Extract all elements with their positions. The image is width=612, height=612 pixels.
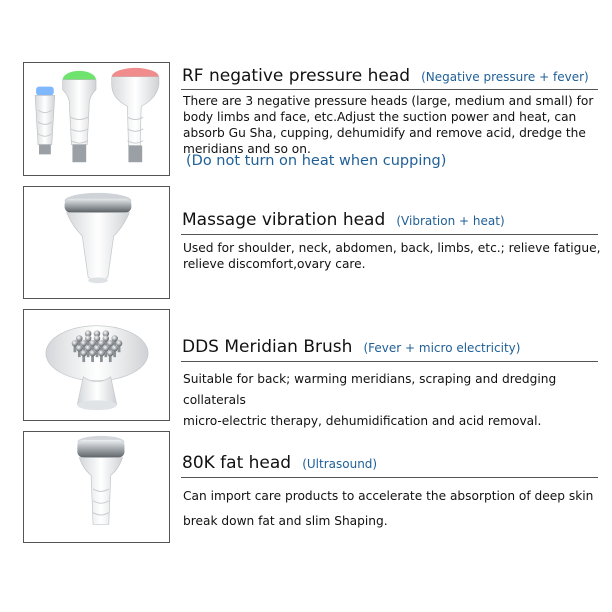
item-description: Used for shoulder, neck, abdomen, back, limbs, etc.; relieve fatigue, relieve discomfort,ovary care. — [183, 241, 601, 271]
item-title: DDS Meridian Brush — [182, 337, 353, 357]
item-title-line — [182, 210, 505, 230]
divider — [181, 477, 598, 478]
brush-pin — [85, 345, 91, 351]
description-line: Can import care products to accelerate the absorption of deep skin — [183, 489, 594, 503]
divider — [181, 234, 598, 235]
item-subtitle: (Ultrasound) — [302, 457, 378, 471]
description-line: Suitable for back; warming meridians, scraping and dredging collaterals — [183, 372, 557, 407]
item-description: There are 3 negative pressure heads (large, medium and small) for body limbs and face, etc.Adjust the suction power and heat, can absorb Gu Sha, cupping, dehumidify and remove acid, dredge the meridians and so on. — [183, 94, 594, 156]
brush-pin — [116, 340, 122, 346]
item-title-line — [182, 337, 520, 357]
item-title: Massage vibration head — [182, 210, 386, 230]
item-subtitle: (Vibration + heat) — [396, 214, 505, 228]
brush-pin — [107, 350, 113, 356]
item-subtitle: (Negative pressure + fever) — [421, 70, 589, 84]
divider — [181, 361, 598, 362]
brush-pin — [76, 345, 82, 351]
description-line: break down fat and slim Shaping. — [183, 514, 388, 528]
brush-pin — [107, 340, 113, 346]
item-title: RF negative pressure head — [182, 66, 411, 86]
item-title-line — [182, 66, 589, 86]
item-warning: (Do not turn on heat when cupping) — [186, 153, 447, 169]
vibration-head-icon — [23, 186, 170, 299]
brush-pin — [80, 350, 86, 356]
brush-pin — [89, 340, 95, 346]
brush-pin — [111, 335, 117, 341]
divider — [181, 89, 598, 90]
rf-heads-icon — [23, 62, 170, 176]
brush-pin — [103, 335, 109, 341]
brush-pin — [94, 335, 100, 341]
brush-pin — [76, 335, 82, 341]
brush-pin — [72, 340, 78, 346]
item-title: 80K fat head — [182, 453, 292, 473]
brush-pin — [111, 345, 117, 351]
brush-pin — [98, 340, 104, 346]
item-description — [183, 369, 603, 432]
brush-pin — [98, 350, 104, 356]
brush-pin — [89, 350, 95, 356]
item-title-line — [182, 453, 377, 473]
meridian-brush-icon — [23, 309, 170, 421]
brush-pin — [80, 340, 86, 346]
description-line: micro-electric therapy, dehumidification and acid removal. — [183, 414, 542, 428]
brush-pin — [94, 345, 100, 351]
brush-pin — [103, 345, 109, 351]
item-subtitle: (Fever + micro electricity) — [363, 341, 521, 355]
fat-head-icon — [23, 431, 170, 543]
brush-pin — [85, 335, 91, 341]
item-description — [183, 484, 603, 534]
